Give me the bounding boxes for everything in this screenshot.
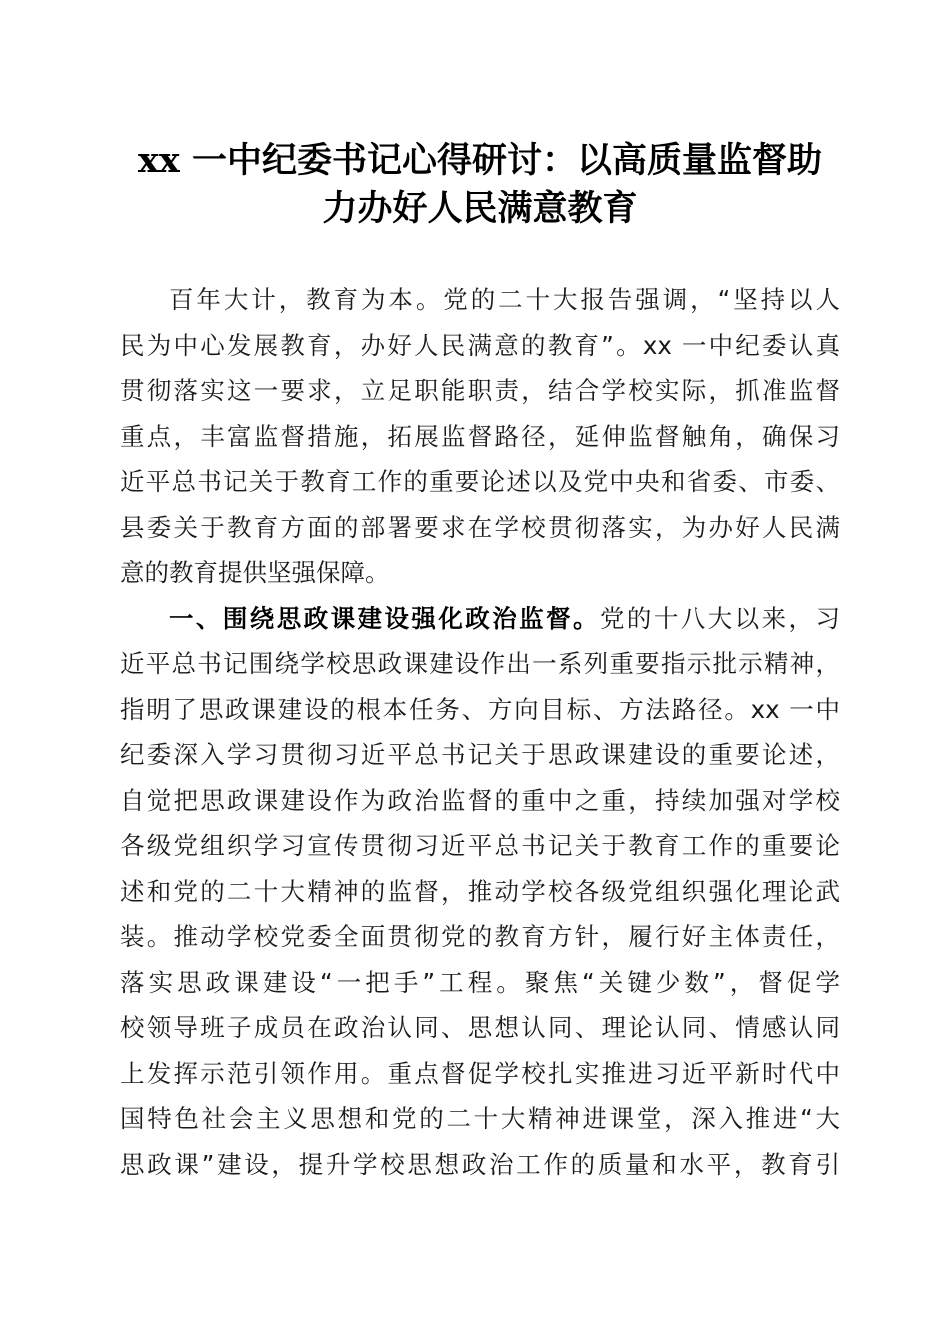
paragraph-line: 近平总书记关于教育工作的重要论述以及党中央和省委、市委、: [120, 467, 840, 496]
title-line-2: 力办好人民满意教育: [322, 188, 638, 229]
document-title: [100, 137, 860, 233]
paragraph-line: 民为中心发展教育，办好人民满意的教育”。xx 一中纪委认真: [120, 330, 840, 360]
paragraph-line: 校领导班子成员在政治认同、思想认同、理论认同、情感认同: [120, 1013, 840, 1042]
paragraph-intro: [120, 277, 840, 596]
paragraph-line: 县委关于教育方面的部署要求在学校贯彻落实，为办好人民满: [120, 512, 840, 542]
section-first-line-text: 党的十八大以来，习: [600, 603, 840, 633]
document-body: [120, 277, 840, 1187]
paragraph-line: 纪委深入学习贯彻习近平总书记关于思政课建设的重要论述，: [120, 740, 840, 769]
paragraph-line: 指明了思政课建设的根本任务、方向目标、方法路径。xx 一中: [120, 694, 840, 724]
paragraph-line: 思政课”建设，提升学校思想政治工作的质量和水平，教育引: [120, 1149, 840, 1179]
paragraph-line: 近平总书记围绕学校思政课建设作出一系列重要指示批示精神，: [120, 649, 840, 678]
section-heading: 一、围绕思政课建设强化政治监督。: [169, 603, 600, 633]
paragraph-line: 落实思政课建设“一把手”工程。聚焦“关键少数”，督促学: [120, 967, 840, 997]
paragraph-line: 装。推动学校党委全面贯彻党的教育方针，履行好主体责任，: [120, 922, 840, 951]
paragraph-line: 重点，丰富监督措施，拓展监督路径，延伸监督触角，确保习: [120, 421, 840, 451]
paragraph-line: 上发挥示范引领作用。重点督促学校扎实推进习近平新时代中: [120, 1058, 840, 1088]
paragraph-line: 述和党的二十大精神的监督，推动学校各级党组织强化理论武: [120, 876, 840, 906]
paragraph-line: 意的教育提供坚强保障。: [120, 558, 390, 587]
paragraph-section-1: [120, 596, 840, 1188]
paragraph-line: 各级党组织学习宣传贯彻习近平总书记关于教育工作的重要论: [120, 831, 840, 860]
section-first-line: [120, 596, 840, 642]
paragraph-line: 百年大计，教育为本。党的二十大报告强调，“坚持以人: [169, 285, 840, 314]
paragraph-line: 贯彻落实这一要求，立足职能职责，结合学校实际，抓准监督: [120, 376, 840, 405]
paragraph-line: 国特色社会主义思想和党的二十大精神进课堂，深入推进“大: [120, 1104, 840, 1133]
paragraph-line: 自觉把思政课建设作为政治监督的重中之重，持续加强对学校: [120, 785, 840, 815]
title-line-1: xx 一中纪委书记心得研讨：以高质量监督助: [138, 140, 822, 181]
